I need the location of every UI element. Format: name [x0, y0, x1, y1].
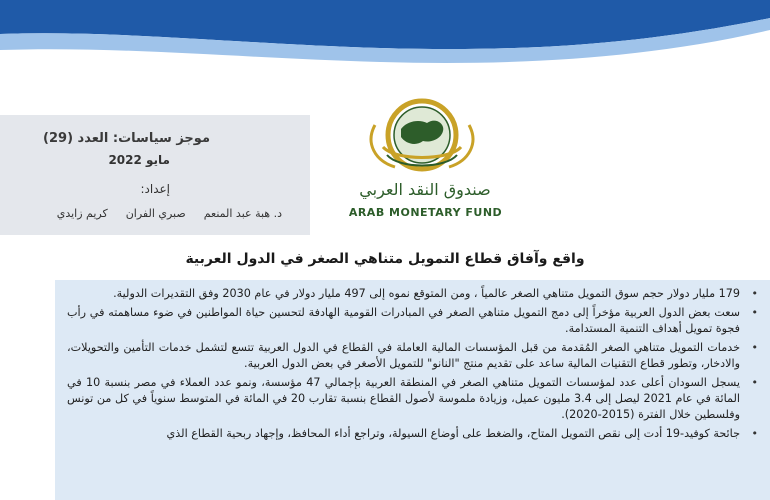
list-item [67, 340, 758, 372]
list-item-text: يسجل السودان أعلى عدد لمؤسسات التمويل متناهي الصغر في المنطقة العربية بإجمالي 47 مؤسسة، ونمو عدد العملاء في مصر بنسبة 10 في المائة في عام 2021 ليصل إلى 3.4 مليون عميل، وزيادة ملموسة لأصول القطاع بنسبة تقارب 20 في المائة في المتوسط سنوياً في كل من تونس وفلسطين خلال الفترة (2015-2020). [67, 376, 740, 421]
author-name: صبري الفران [125, 207, 186, 220]
list-item [67, 426, 758, 442]
prepared-by-label: إعداد: [140, 182, 170, 196]
issue-number: موجز سياسات: العدد (29) [43, 131, 210, 146]
policy-brief-meta-panel [0, 115, 310, 235]
header-wave-banner [0, 0, 770, 70]
author-name: د. هبة عبد المنعم [203, 207, 282, 220]
bullet-icon: • [751, 427, 758, 440]
publication-date: مايو 2022 [108, 153, 170, 167]
list-item-text: 179 مليار دولار حجم سوق التمويل متناهي الصغر عالمياً ، ومن المتوقع نموه إلى 497 مليار دولار في عام 2030 وفق التقديرات الدولية. [113, 287, 740, 300]
bullet-icon: • [751, 306, 758, 319]
key-points-box [55, 280, 770, 500]
list-item-text: جائحة كوفيد-19 أدت إلى نقص التمويل المتاح، والضغط على أوضاع السيولة، وتراجع أداء المحافظ، وإجهاد ربحية القطاع الذي [166, 427, 740, 440]
list-item-text: سعت بعض الدول العربية مؤخراً إلى دمج التمويل متناهي الصغر في المبادرات القومية الهادفة لتحسين حياة المواطنين في ضوء مساهمته في رأب فجوة تمويل أهداف التنمية المستدامة. [67, 306, 740, 335]
author-name: كريم زايدي [56, 207, 108, 220]
list-item [67, 286, 758, 302]
document-title: واقع وآفاق قطاع التمويل متناهي الصغر في الدول العربية [185, 251, 585, 267]
list-item [67, 305, 758, 337]
logo-english-name: ARAB MONETARY FUND [348, 206, 503, 219]
authors-list [57, 207, 282, 220]
list-item-text: خدمات التمويل متناهي الصغر المُقدمة من قبل المؤسسات المالية العاملة في القطاع في الدول العربية تتسع لتشمل خدمات التأمين والتحويلات، والادخار، وتطور قطاع التقنيات المالية ساعد على تقديم منتج "النانو" للتمويل الأصغر في بعض الدول العربية. [67, 341, 740, 370]
key-points-list [55, 280, 770, 442]
list-item [67, 375, 758, 423]
bullet-icon: • [751, 287, 758, 300]
logo-arabic-name: صندوق النقد العربي [359, 180, 491, 199]
bullet-icon: • [751, 341, 758, 354]
bullet-icon: • [751, 376, 758, 389]
